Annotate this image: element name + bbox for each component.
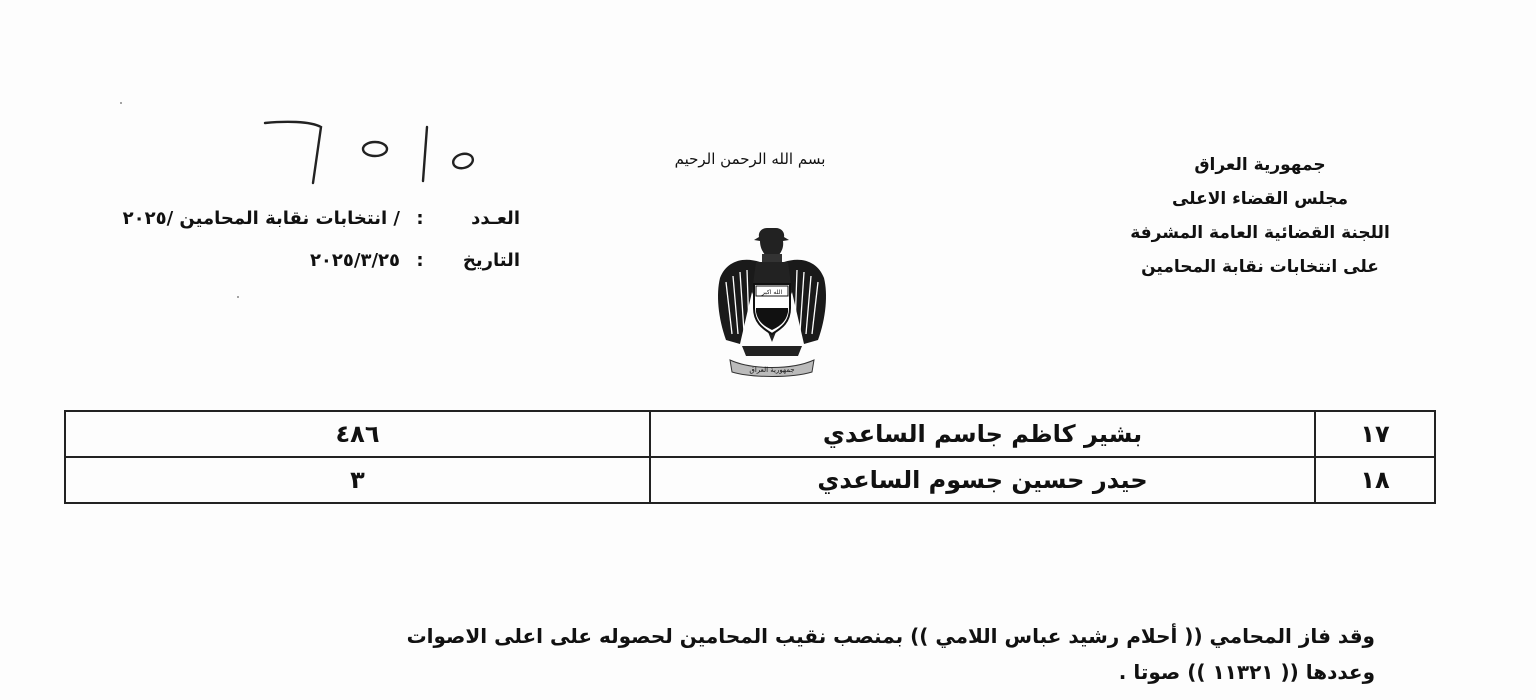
svg-text:الله اكبر: الله اكبر xyxy=(761,289,783,296)
speck xyxy=(120,102,122,104)
table-row xyxy=(65,457,1435,503)
candidate-index: ١٧ xyxy=(1315,411,1435,457)
candidate-votes: ٤٨٦ xyxy=(65,411,650,457)
candidate-name: حيدر حسين جسوم الساعدي xyxy=(650,457,1315,503)
issuer-header xyxy=(1100,148,1420,284)
speck xyxy=(237,296,239,298)
reference-number-label: العـدد xyxy=(471,208,520,229)
date-label: التاريخ xyxy=(462,250,520,271)
candidate-votes: ٣ xyxy=(65,457,650,503)
handwritten-reference-number xyxy=(255,115,495,190)
reference-number-row xyxy=(20,198,520,240)
table-row xyxy=(65,411,1435,457)
reference-block xyxy=(20,198,520,282)
date-row xyxy=(20,240,520,282)
results-table xyxy=(64,410,1436,504)
announcement-line: وقد فاز المحامي (( أحلام رشيد عباس اللامي )) بمنصب نقيب المحامين لحصوله على اعلى الاصوات xyxy=(406,624,1375,648)
winner-announcement xyxy=(250,618,1375,690)
colon: : xyxy=(416,250,424,271)
svg-text:جمهورية العراق: جمهورية العراق xyxy=(749,366,795,374)
announcement-line: وعددها (( ١١٣٢١ )) صوتا . xyxy=(1118,660,1375,684)
reference-number-value: / انتخابات نقابة المحامين /٢٠٢٥ xyxy=(122,208,400,229)
candidate-index: ١٨ xyxy=(1315,457,1435,503)
issuer-line: جمهورية العراق xyxy=(1194,155,1326,175)
colon: : xyxy=(416,208,424,229)
candidate-name: بشير كاظم جاسم الساعدي xyxy=(650,411,1315,457)
iraq-emblem-icon xyxy=(712,222,832,378)
issuer-line: على انتخابات نقابة المحامين xyxy=(1141,257,1379,277)
date-value: ٢٠٢٥/٣/٢٥ xyxy=(309,250,400,271)
issuer-line: مجلس القضاء الاعلى xyxy=(1171,189,1349,209)
issuer-line: اللجنة القضائية العامة المشرفة xyxy=(1130,223,1390,243)
basmala: بسم الله الرحمن الرحيم xyxy=(674,150,826,168)
